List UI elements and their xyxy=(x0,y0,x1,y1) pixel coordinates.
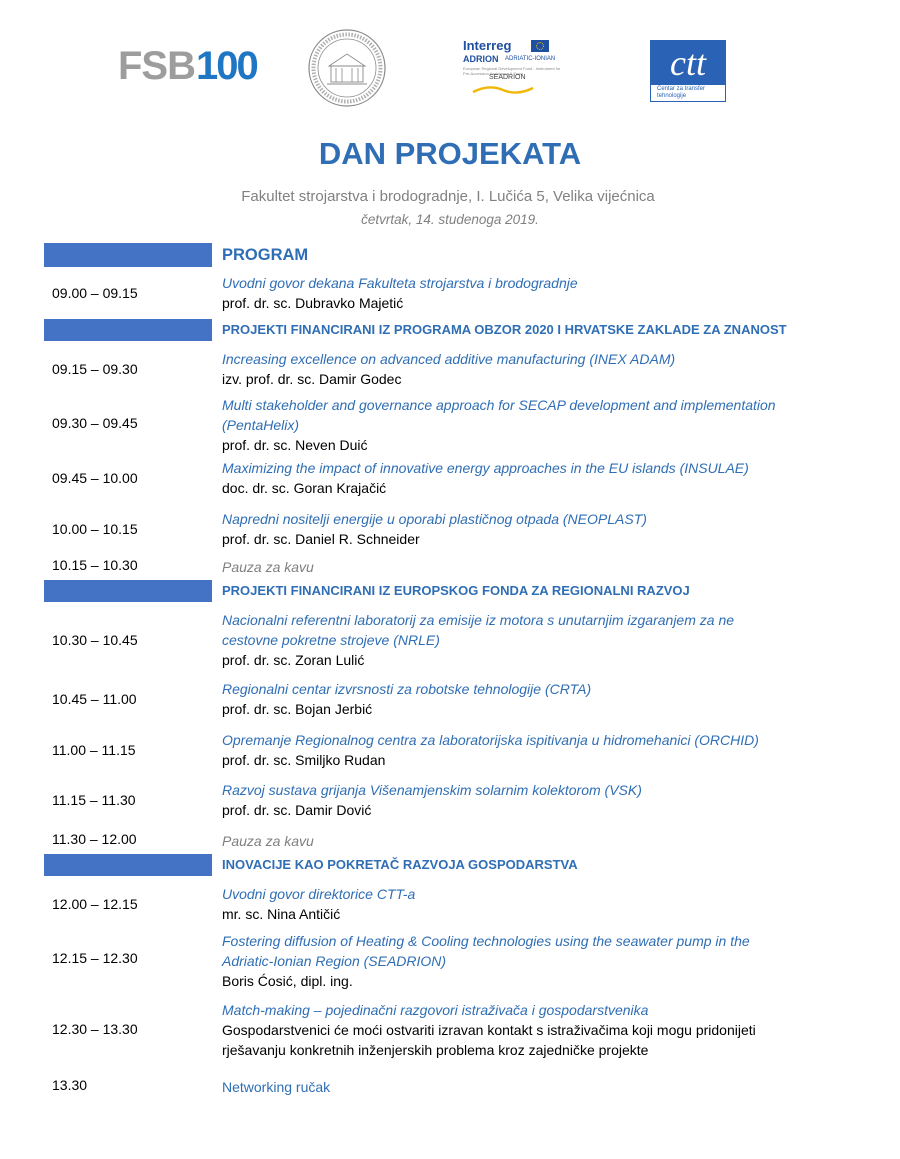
time-slot: 10.15 – 10.30 xyxy=(52,557,138,573)
ctt-logo-caption: Centar za transfer tehnologije xyxy=(657,86,706,99)
agenda-row xyxy=(44,395,860,459)
interreg-project: SEADRION xyxy=(489,74,526,81)
agenda-row xyxy=(44,610,860,674)
agenda-row xyxy=(44,679,860,723)
coffee-break: Pauza za kavu xyxy=(222,559,314,575)
speaker: mr. sc. Nina Antičić xyxy=(222,906,341,922)
talk-title: Increasing excellence on advanced additive manufacturing (INEX ADAM) xyxy=(222,351,676,367)
section-band xyxy=(44,854,212,876)
event-date: četvrtak, 14. studenoga 2019. xyxy=(361,212,539,227)
time-slot: 10.30 – 10.45 xyxy=(52,632,138,648)
time-slot: 13.30 xyxy=(52,1077,88,1093)
section-header-row xyxy=(44,580,860,602)
logo-strip xyxy=(0,0,900,120)
networking-lunch: Networking ručak xyxy=(222,1079,331,1095)
interreg-fund-note: European Regional Development Fund - Instrument for Pre-Accession Assistance II Fund xyxy=(463,66,561,76)
talk-title: Nacionalni referentni laboratorij za emisije iz motora s unutarnjim izgaranjem za ne cestovne pokretne strojeve (NRLE) xyxy=(222,612,735,648)
university-seal-icon xyxy=(307,28,387,108)
coffee-break: Pauza za kavu xyxy=(222,833,314,849)
interreg-adrion-logo xyxy=(461,38,561,98)
talk-title: Maximizing the impact of innovative energy approaches in the EU islands (INSULAE) xyxy=(222,460,749,476)
speaker: prof. dr. sc. Smiljko Rudan xyxy=(222,752,386,768)
talk-title: Uvodni govor direktorice CTT-a xyxy=(222,886,416,902)
agenda-entry xyxy=(222,931,802,991)
time-slot: 09.00 – 09.15 xyxy=(52,285,138,301)
agenda-entry xyxy=(222,458,842,498)
agenda-entry xyxy=(222,884,842,924)
agenda-row xyxy=(44,1000,860,1064)
fsb-100-logo xyxy=(118,44,268,88)
interreg-program: ADRION xyxy=(463,54,499,64)
agenda-row xyxy=(44,273,860,315)
section-header-row xyxy=(44,854,860,876)
closing-row xyxy=(44,1075,860,1097)
section-band xyxy=(44,580,212,602)
time-slot: 12.00 – 12.15 xyxy=(52,896,138,912)
agenda-row xyxy=(44,349,860,393)
section-title: INOVACIJE KAO POKRETAČ RAZVOJA GOSPODARSTVA xyxy=(222,857,578,872)
agenda-row xyxy=(44,458,860,502)
speaker: prof. dr. sc. Damir Dović xyxy=(222,802,372,818)
section-header-row xyxy=(44,319,860,341)
speaker: prof. dr. sc. Neven Duić xyxy=(222,437,368,453)
time-slot: 10.45 – 11.00 xyxy=(52,691,137,707)
talk-title: Uvodni govor dekana Fakulteta strojarstva i brodogradnje xyxy=(222,275,578,291)
time-slot: 11.30 – 12.00 xyxy=(52,831,137,847)
speaker: prof. dr. sc. Daniel R. Schneider xyxy=(222,531,420,547)
venue-subtitle: Fakultet strojarstva i brodogradnje, I. Lučića 5, Velika vijećnica xyxy=(241,188,655,205)
section-band xyxy=(44,243,212,267)
talk-title: Razvoj sustava grijanja Višenamjenskim solarnim kolektorom (VSK) xyxy=(222,782,642,798)
pause-row xyxy=(44,830,860,852)
page-title: DAN PROJEKATA xyxy=(318,136,582,171)
interreg-region: ADRIATIC-IONIAN xyxy=(505,56,556,62)
agenda-entry xyxy=(222,509,842,549)
section-title: PROJEKTI FINANCIRANI IZ PROGRAMA OBZOR 2020 I HRVATSKE ZAKLADE ZA ZNANOST xyxy=(222,322,787,337)
agenda-entry xyxy=(222,730,842,770)
interreg-name: Interreg xyxy=(463,38,512,53)
speaker: prof. dr. sc. Zoran Lulić xyxy=(222,652,365,668)
time-slot: 12.15 – 12.30 xyxy=(52,950,138,966)
agenda-entry xyxy=(222,349,842,389)
speaker: izv. prof. dr. sc. Damir Godec xyxy=(222,371,402,387)
agenda-entry xyxy=(222,610,787,670)
speaker: Boris Ćosić, dipl. ing. xyxy=(222,973,353,989)
fsb-logo-number: 100 xyxy=(196,44,257,88)
talk-title: Fostering diffusion of Heating & Cooling technologies using the seawater pump in the Adriatic-Ionian Region (SEADRION) xyxy=(222,933,750,969)
fsb-logo-word: FSB xyxy=(118,44,195,88)
agenda-row xyxy=(44,730,860,774)
pause-row xyxy=(44,556,860,578)
ctt-logo xyxy=(650,40,726,102)
talk-title: Regionalni centar izvrsnosti za robotske tehnologije (CRTA) xyxy=(222,681,592,697)
agenda-row xyxy=(44,931,860,995)
speaker: prof. dr. sc. Bojan Jerbić xyxy=(222,701,373,717)
agenda-row xyxy=(44,509,860,553)
time-slot: 10.00 – 10.15 xyxy=(52,521,138,537)
wave-icon xyxy=(471,84,535,96)
agenda-row xyxy=(44,884,860,928)
agenda-entry xyxy=(222,273,842,313)
time-slot: 12.30 – 13.30 xyxy=(52,1021,138,1037)
time-slot: 09.15 – 09.30 xyxy=(52,361,138,377)
talk-title: Multi stakeholder and governance approach for SECAP development and implementation (PentaHelix) xyxy=(222,397,776,433)
agenda-entry xyxy=(222,780,842,820)
time-slot: 09.30 – 09.45 xyxy=(52,415,138,431)
section-band xyxy=(44,319,212,341)
agenda-entry xyxy=(222,679,842,719)
program-heading: PROGRAM xyxy=(222,246,309,264)
eu-flag-icon xyxy=(531,40,549,52)
talk-title: Match-making – pojedinačni razgovori istraživača i gospodarstvenika xyxy=(222,1002,649,1018)
talk-title: Opremanje Regionalnog centra za laboratorijska ispitivanja u hidromehanici (ORCHID) xyxy=(222,732,759,748)
speaker: prof. dr. sc. Dubravko Majetić xyxy=(222,295,404,311)
talk-title: Napredni nositelji energije u oporabi plastičnog otpada (NEOPLAST) xyxy=(222,511,647,527)
agenda-entry xyxy=(222,395,822,455)
program-heading-row xyxy=(44,243,860,267)
time-slot: 09.45 – 10.00 xyxy=(52,470,138,486)
section-title: PROJEKTI FINANCIRANI IZ EUROPSKOG FONDA ZA REGIONALNI RAZVOJ xyxy=(222,583,690,598)
speaker: doc. dr. sc. Goran Krajačić xyxy=(222,480,387,496)
ctt-logo-mark: ctt xyxy=(651,41,725,85)
speaker-note: Gospodarstvenici će moći ostvariti izravan kontakt s istraživačima koji mogu pridonijeti rješavanju konkretnih inženjerskih problema kroz zajedničke projekte xyxy=(222,1022,756,1058)
agenda-row xyxy=(44,780,860,824)
time-slot: 11.00 – 11.15 xyxy=(52,742,136,758)
agenda-entry xyxy=(222,1000,812,1060)
time-slot: 11.15 – 11.30 xyxy=(52,792,136,808)
